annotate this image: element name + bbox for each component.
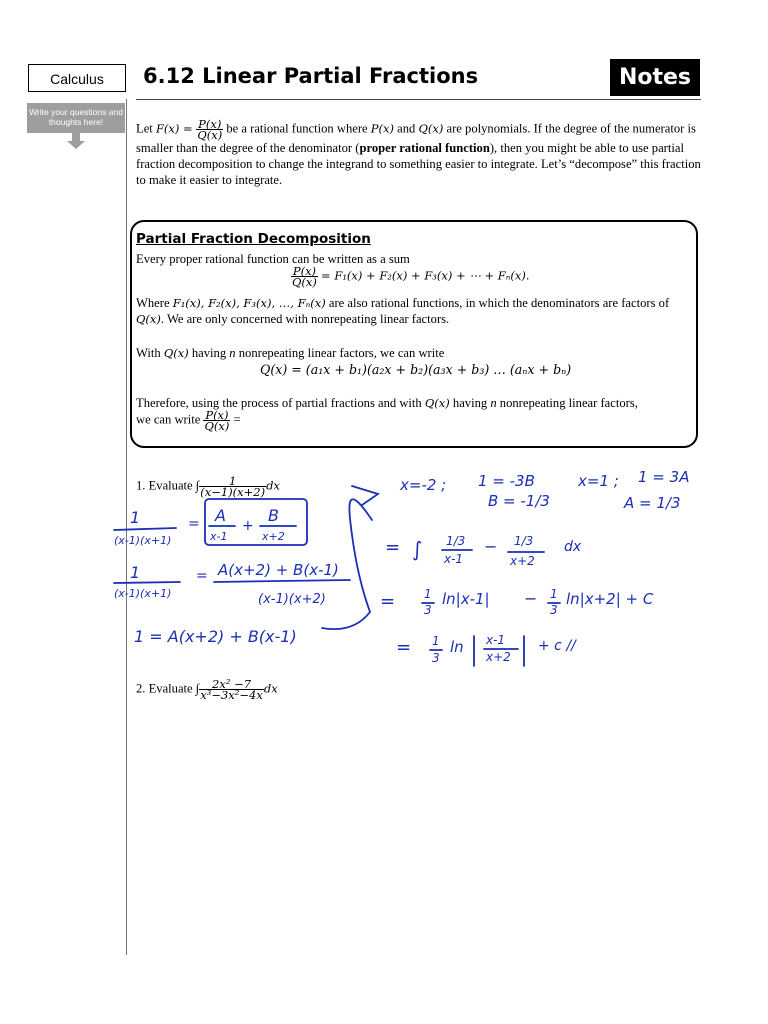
q-factor-equation: Q(x) = (a₁x + b₁)(a₂x + b₂)(a₃x + b₃) … (aₙx + bₙ) xyxy=(260,362,572,377)
hw-r2-f2d: 3 xyxy=(550,603,558,617)
hw-l1-b-den: x+2 xyxy=(262,530,285,543)
hw-r3-den: x+2 xyxy=(486,650,511,664)
hw-r3-eq: = xyxy=(396,637,412,658)
hw-r3-fn: 1 xyxy=(432,634,440,648)
hw-l2-den: (x-1)(x+2) xyxy=(258,592,326,607)
hw-r2-t1: ln|x-1| xyxy=(442,590,490,608)
hw-l1-b: B xyxy=(268,506,279,525)
hw-r2-f2n: 1 xyxy=(550,587,558,601)
question-1: 1. Evaluate ∫ $\frac{1}{(x-1)(x+2)}$ dx xyxy=(136,474,280,499)
hw-r3-ln: ln xyxy=(450,638,464,656)
subject-box: Calculus xyxy=(28,64,126,92)
box-we-write: we can write $\frac{P(x)}{Q(x)}$ = xyxy=(136,408,241,433)
hw-r1-d1: x-1 xyxy=(444,552,464,566)
hw-s2-a: x=1 ; xyxy=(578,472,619,490)
box-line-1: Every proper rational function can be written as a sum xyxy=(136,252,410,266)
hw-r2-eq: = xyxy=(380,591,396,612)
hw-l1-a: A xyxy=(215,506,226,525)
hw-r1-n1: 1/3 xyxy=(446,534,466,548)
hw-l2-bar xyxy=(214,580,350,582)
hw-s1-c: B = -1/3 xyxy=(488,492,550,510)
sum-equation: $\frac{P(x)}{Q(x)}$ = F₁(x) + F₂(x) + F₃(x) + ⋯ + Fₙ(x). xyxy=(292,264,530,289)
hw-r2-minus: − xyxy=(524,589,538,608)
side-note: Write your questions and thoughts here! xyxy=(27,103,125,133)
hw-arrow-head xyxy=(352,486,378,505)
question-2: 2. Evaluate ∫ $\frac{\text{2x² −7}}{\text{x³−3x²−4x}}$ dx xyxy=(136,677,278,702)
hw-l2-num: A(x+2) + B(x-1) xyxy=(218,561,339,579)
hw-l1-plus: + xyxy=(242,518,254,534)
hw-r2-f1d: 3 xyxy=(424,603,432,617)
hw-l1-eq: = xyxy=(188,516,200,532)
hw-l1-lhs-den: (x-1)(x+1) xyxy=(114,534,172,547)
hw-r1-int: ∫ xyxy=(412,537,423,561)
hw-l3: 1 = A(x+2) + B(x-1) xyxy=(134,627,297,646)
hw-l2-lhs-bar xyxy=(114,582,180,583)
notes-badge: Notes xyxy=(610,59,700,96)
hw-r3-num: x-1 xyxy=(486,633,506,647)
intro-paragraph: Let F(x) = $\frac{P(x)}{Q(x)}$ be a rational function where P(x) and Q(x) are polynomials. If the degree of the numerator is smaller than the degree of the denominator (proper rational function), then you might be able to use partial fraction decomposition to change the integrand to something easier to integrate. Let’s “decompose” this fraction to make it easier to integrate. xyxy=(136,117,701,187)
box-where: Where F₁(x), F₂(x), F₃(x), …, Fₙ(x) are also rational functions, in which the denominators are factors of Q(x). We are only concerned with nonrepeating linear factors. xyxy=(136,296,670,326)
box-therefore: Therefore, using the process of partial fractions and with Q(x) having n nonrepeating linear factors, xyxy=(136,396,638,410)
hw-l1-lhs-num: 1 xyxy=(130,508,141,527)
hw-l1-a-den: x-1 xyxy=(210,530,228,543)
hw-s2-c: A = 1/3 xyxy=(624,494,681,512)
hw-l2-lhs-den: (x-1)(x+1) xyxy=(114,587,172,600)
hw-s1-b: 1 = -3B xyxy=(478,472,535,490)
hw-r1-n2: 1/3 xyxy=(514,534,534,548)
box-with: With Q(x) having n nonrepeating linear factors, we can write xyxy=(136,346,445,360)
hw-r1-d2: x+2 xyxy=(510,554,535,568)
page-title: 6.12 Linear Partial Fractions xyxy=(143,64,479,88)
hw-r2-t2: ln|x+2| + C xyxy=(566,590,654,608)
hw-l2-eq: = xyxy=(196,568,208,584)
hw-s2-b: 1 = 3A xyxy=(638,468,690,486)
hw-r1-eq: = xyxy=(385,537,401,558)
hw-r1-dx: dx xyxy=(564,539,582,555)
intro-fraction: $\frac{P(x)}{Q(x)}$ xyxy=(197,117,223,142)
hw-r3-c: + c // xyxy=(538,638,576,654)
hw-l2-lhs-num: 1 xyxy=(130,563,141,582)
hw-s1-a: x=-2 ; xyxy=(400,476,447,494)
hw-l1-lhs-bar xyxy=(114,528,176,530)
hw-r3-fd: 3 xyxy=(432,651,440,665)
hw-r2-f1n: 1 xyxy=(424,587,432,601)
box-title: Partial Fraction Decomposition xyxy=(136,231,371,247)
hw-r1-minus: − xyxy=(484,537,498,556)
